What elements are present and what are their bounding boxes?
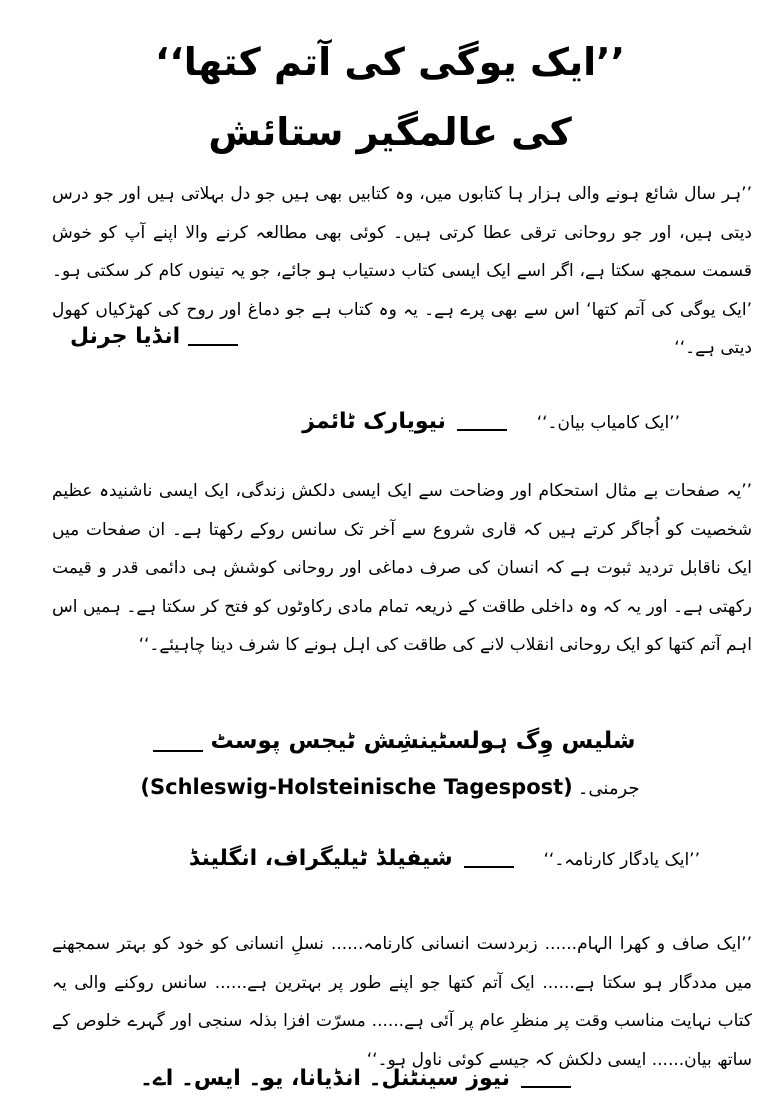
review-tagespost-source-latin xyxy=(0,775,780,799)
review-nyt xyxy=(40,405,680,440)
attribution-dash xyxy=(521,1072,571,1088)
review-tagespost-source xyxy=(0,728,780,754)
source-name: شلیس وِگ ہولسٹینشِش ٹیجس پوسٹ xyxy=(210,728,636,754)
source-country: جرمنی۔ xyxy=(577,778,640,799)
review-india-journal-source xyxy=(70,318,246,357)
review-india-journal-text: ’’ہر سال شائع ہونے والی ہزار ہا کتابوں میں، وہ کتابیں بھی ہیں جو دل بہلاتی ہیں اور جو درس دیتی ہیں، اور جو روحانی ترقی عطا کرتی ہیں۔ کوئی بھی مطالعہ کرنے والا اپنے آپ کو خوش قسمت سمجھ سکتا ہے، اگر اسے ایک ایسی کتاب دستیاب ہو جائے، جو یہ تینوں کام کر سکتی ہو۔ ’ایک یوگی کی آتم کتھا‘ اس سے بھی پرے ہے۔ یہ وہ کتاب ہے جو دماغ اور روح کی کھڑکیاں کھول دیتی ہے۔‘‘ xyxy=(52,184,752,358)
review-tagespost-text: ’’یہ صفحات بے مثال استحکام اور وضاحت سے ایک ایسی دلکش زندگی، ایک ایسی ناشنیدہ عظیم شخصیت کو اُجاگر کرتے ہیں کہ قاری شروع سے آخر تک سانس روکے رکھتا ہے۔ ان صفحات میں ایک ناقابل تردید ثبوت ہے کہ انسان کی صرف دماغی اور روحانی کوشش ہی دائمی قدر و قیمت رکھتی ہے۔ اور یہ کہ وہ داخلی طاقت کے ذریعہ تمام مادی رکاوٹوں کو فتح کر سکتا ہے۔ ہمیں اس اہم آتم کتھا کو ایک روحانی انقلاب لانے کی طاقت کی اہل ہونے کا شرف دینا چاہیئے۔‘‘ xyxy=(52,481,752,655)
source-name: نیوز سینٹنل۔ انڈیانا، یو۔ ایس۔ اے۔ xyxy=(140,1066,511,1091)
review-nyt-quote: ’’ایک کامیاب بیان۔‘‘ xyxy=(536,413,680,433)
attribution-dash xyxy=(188,330,238,346)
attribution-dash xyxy=(464,852,514,868)
title-line-1: ’’ایک یوگی کی آتم کتھا‘‘ xyxy=(154,40,626,84)
review-sheffield xyxy=(40,842,700,877)
review-news-sentinel-text: ’’ایک صاف و کھرا الہام...... زبردست انسانی کارنامہ...... نسلِ انسانی کو خود کو بہتر سمجھنے میں مددگار ہو سکتا ہے...... ایک آتم کتھا جو اپنے طور پر بہترین ہے...... سانس روکنے والی یہ کتاب نہایت مناسب وقت پر منظرِ عام پر آئی ہے...... مسرّت افزا بذلہ سنجی اور گہرے خلوص کے ساتھ بیان...... ایسی دلکش کہ جیسے کوئی ناول ہو۔‘‘ xyxy=(52,934,752,1070)
review-nyt-source: نیویارک ٹائمز xyxy=(302,409,446,434)
source-name: انڈیا جرنل xyxy=(70,324,181,349)
title-line-2: کی عالمگیر ستائش xyxy=(208,110,572,154)
attribution-dash xyxy=(457,415,507,431)
review-sheffield-source: شیفیلڈ ٹیلیگراف، انگلینڈ xyxy=(188,846,453,871)
review-news-sentinel-source xyxy=(140,1062,577,1097)
source-latin-name: (Schleswig-Holsteinische Tagespost) xyxy=(140,775,573,799)
review-sheffield-quote: ’’ایک یادگار کارنامہ۔‘‘ xyxy=(543,850,700,870)
attribution-dash xyxy=(153,736,203,752)
